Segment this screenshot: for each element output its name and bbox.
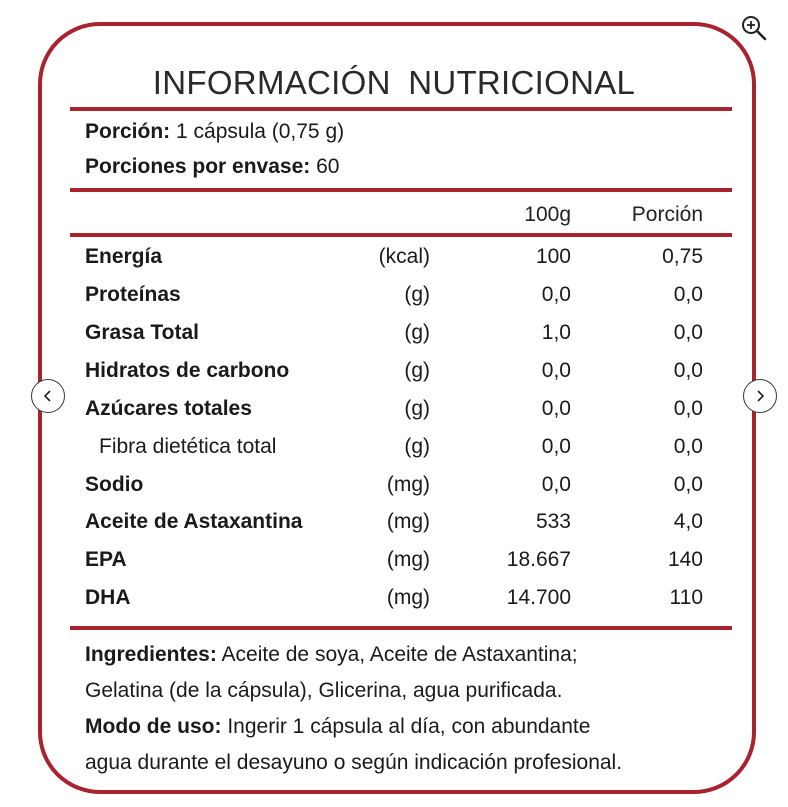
- nutrient-name: Grasa Total: [85, 321, 199, 344]
- serving-size-label: Porción:: [85, 120, 171, 143]
- nutrient-name: Sodio: [85, 473, 144, 496]
- next-image-button[interactable]: [743, 379, 777, 413]
- zoom-in-icon[interactable]: [740, 14, 768, 42]
- ingredients-label: Ingredientes:: [85, 643, 217, 666]
- nutrient-unit: (g): [404, 397, 430, 420]
- servings-per-container: [85, 155, 339, 179]
- usage-line-2: agua durante el desayuno o según indicación profesional.: [85, 751, 623, 774]
- nutrient-row: [0, 397, 788, 427]
- usage-line-1: [85, 715, 590, 739]
- nutrient-value-portion: 0,0: [673, 321, 703, 344]
- nutrient-unit: (mg): [386, 548, 430, 571]
- servings-per-container-value: 60: [316, 155, 340, 178]
- nutrient-unit: (g): [404, 283, 430, 306]
- nutrient-name: EPA: [85, 548, 127, 571]
- column-header-100g: 100g: [524, 203, 571, 226]
- nutrient-unit: (g): [404, 321, 430, 344]
- divider: [70, 188, 732, 192]
- nutrient-name: Proteínas: [85, 283, 181, 306]
- nutrient-name: Fibra dietética total: [99, 435, 277, 458]
- nutrient-value-100g: 0,0: [541, 397, 571, 420]
- nutrient-name: Aceite de Astaxantina: [85, 510, 303, 533]
- nutrient-value-100g: 1,0: [541, 321, 571, 344]
- nutrient-name: Hidratos de carbono: [85, 359, 290, 382]
- nutrient-value-100g: 533: [535, 510, 571, 533]
- nutrient-value-portion: 0,0: [673, 473, 703, 496]
- nutrient-unit: (mg): [386, 510, 430, 533]
- nutrient-name: DHA: [85, 586, 131, 609]
- ingredients-line-1: [85, 643, 578, 667]
- nutrient-value-portion: 0,75: [662, 245, 703, 268]
- nutrient-value-100g: 0,0: [541, 435, 571, 458]
- nutrient-value-portion: 4,0: [673, 510, 703, 533]
- nutrition-title: INFORMACIÓN NUTRICIONAL: [152, 64, 636, 101]
- nutrient-value-portion: 140: [667, 548, 703, 571]
- nutrient-row: [0, 586, 788, 616]
- divider: [70, 626, 732, 630]
- nutrient-value-100g: 0,0: [541, 473, 571, 496]
- nutrient-row: [0, 245, 788, 275]
- serving-size-value: 1 cápsula (0,75 g): [176, 120, 345, 143]
- nutrient-value-portion: 0,0: [673, 283, 703, 306]
- usage-label: Modo de uso:: [85, 715, 222, 738]
- ingredients-line-2: Gelatina (de la cápsula), Glicerina, agua purificada.: [85, 679, 563, 702]
- nutrient-value-portion: 0,0: [673, 359, 703, 382]
- usage-text: Ingerir 1 cápsula al día, con abundante: [227, 715, 591, 738]
- servings-per-container-label: Porciones por envase:: [85, 155, 311, 178]
- nutrient-row: [0, 510, 788, 540]
- nutrient-row: [0, 548, 788, 578]
- nutrient-name: Azúcares totales: [85, 397, 252, 420]
- nutrient-value-portion: 0,0: [673, 397, 703, 420]
- nutrient-value-100g: 0,0: [541, 283, 571, 306]
- divider: [70, 233, 732, 237]
- chevron-right-icon: [753, 389, 767, 403]
- nutrient-unit: (g): [404, 435, 430, 458]
- nutrient-row: [0, 283, 788, 313]
- nutrient-value-portion: 0,0: [673, 435, 703, 458]
- column-header-portion: Porción: [631, 203, 703, 226]
- nutrient-unit: (mg): [386, 473, 430, 496]
- nutrient-value-100g: 0,0: [541, 359, 571, 382]
- nutrient-row: [0, 473, 788, 503]
- nutrient-row: [0, 435, 788, 465]
- ingredients-text: Aceite de soya, Aceite de Astaxantina;: [221, 643, 578, 666]
- nutrient-row: [0, 321, 788, 351]
- nutrient-unit: (mg): [386, 586, 430, 609]
- nutrient-value-100g: 14.700: [506, 586, 571, 609]
- serving-size: [85, 120, 344, 144]
- nutrient-value-100g: 18.667: [506, 548, 571, 571]
- nutrient-row: [0, 359, 788, 389]
- nutrient-value-portion: 110: [669, 586, 703, 609]
- divider: [70, 107, 732, 111]
- nutrient-name: Energía: [85, 245, 163, 268]
- chevron-left-icon: [41, 389, 55, 403]
- nutrient-value-100g: 100: [535, 245, 571, 268]
- nutrient-unit: (g): [404, 359, 430, 382]
- previous-image-button[interactable]: [31, 379, 65, 413]
- nutrient-unit: (kcal): [378, 245, 430, 268]
